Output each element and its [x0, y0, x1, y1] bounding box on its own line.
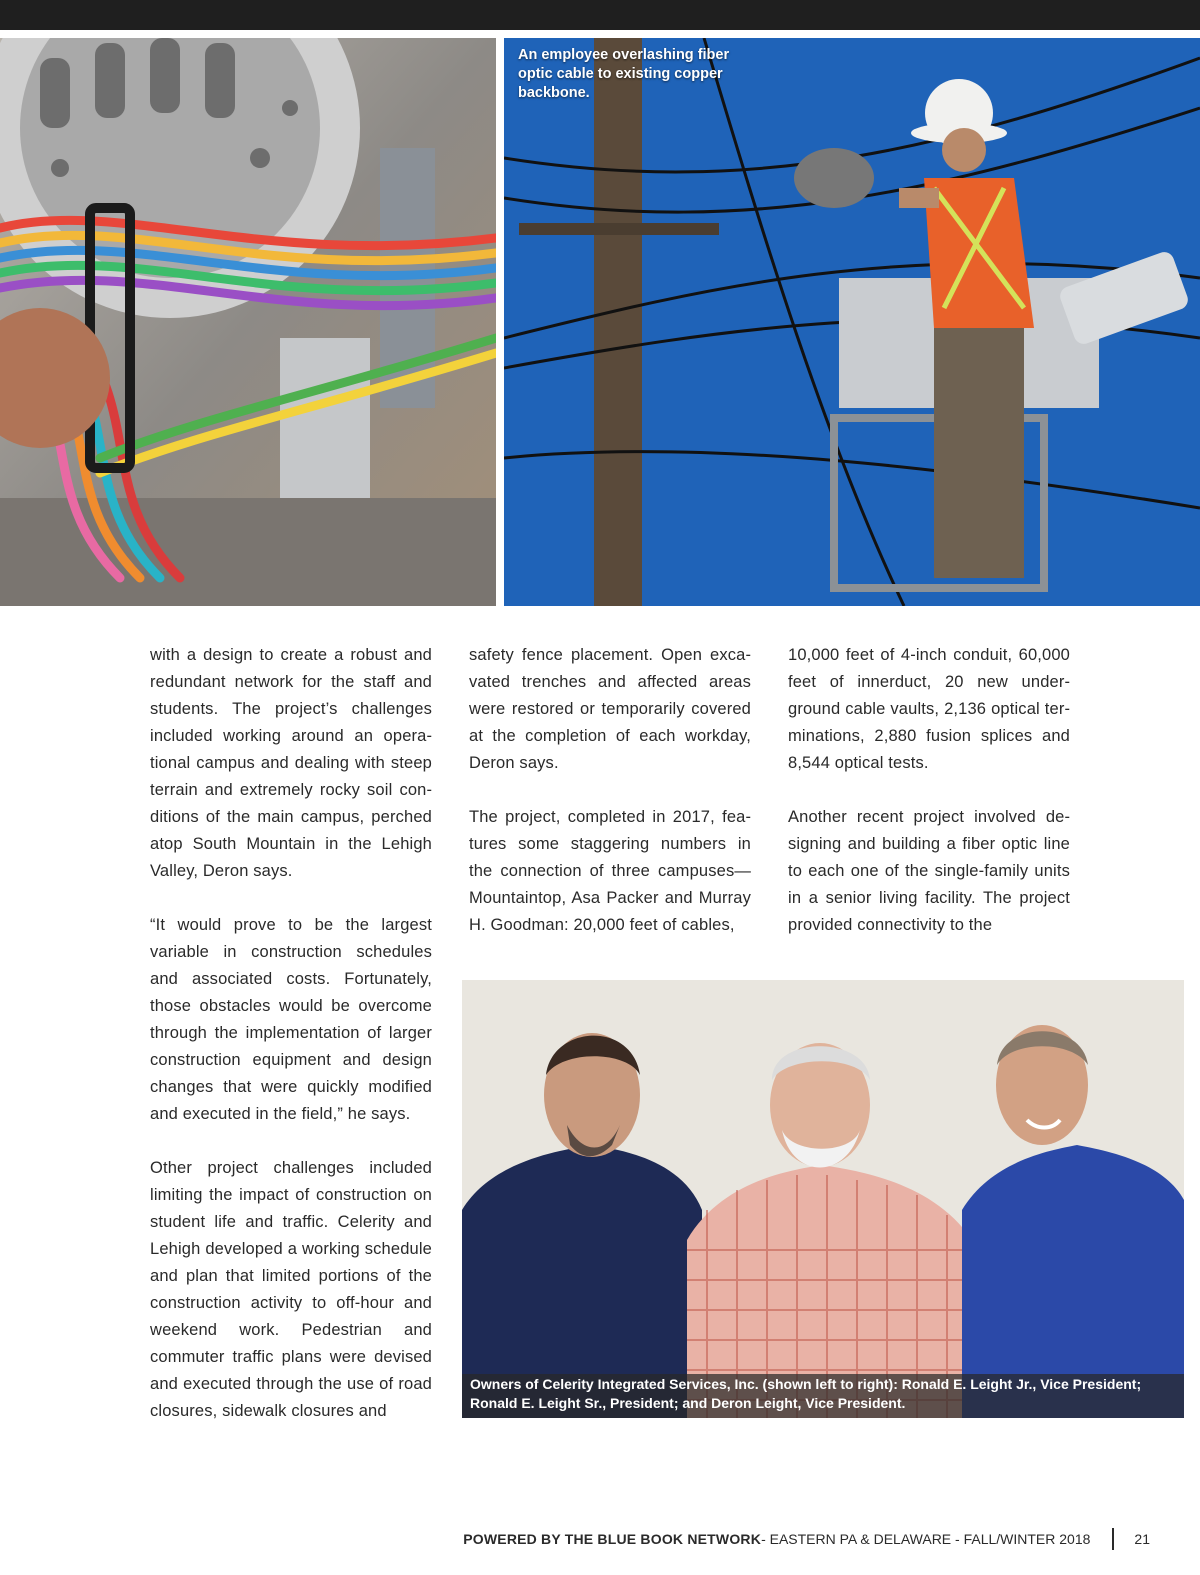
- owners-photo-caption: Owners of Celerity Integrated Services, Inc. (shown left to right): Ronald E. Leight Jr., Vice President; Ronald E. Leight Sr., President; and Deron Leight, Vice President.: [470, 1376, 1142, 1411]
- paragraph: The project, completed in 2017, features some staggering numbers in the connection of three campuses—Mountaintop, Asa Packer and Murray H. Goodman: 20,000 feet of cables,: [469, 808, 751, 934]
- article-column-3: [788, 642, 1070, 966]
- paragraph: Other project challenges included limiting the impact of construction on student life and traffic. Celerity and Lehigh developed a working schedule and plan that limited portions of the construction activity to off-hour and weekend work. Pedestrian and commuter traffic plans were devised and executed through the use of road closures, sidewalk closures and: [150, 1159, 432, 1420]
- paragraph: safety fence placement. Open excavated trenches and affected areas were restored or temporarily covered at the completion of each workday, Deron says.: [469, 646, 751, 772]
- paragraph: Another recent project involved designing and building a fiber optic line to each one of the single-family units in a senior living facility. The project provided connectivity to the: [788, 808, 1070, 934]
- paragraph: “It would prove to be the largest variable in construction schedules and associated costs. Fortunately, those obstacles would be overcome through the implementation of larger construction equipment and design changes that were quickly modified and executed in the field,” he says.: [150, 916, 432, 1123]
- lineman-photo: [504, 38, 1200, 606]
- footer-divider: [1112, 1528, 1114, 1550]
- footer-edition: - EASTERN PA & DELAWARE - FALL/WINTER 2018: [761, 1531, 1091, 1547]
- page-number: 21: [1134, 1531, 1150, 1547]
- article-column-2: [469, 642, 751, 966]
- paragraph: with a design to create a robust and redundant network for the staff and students. The project’s challenges included working around an operational campus and dealing with steep terrain and extremely rocky soil conditions of the main campus, perched atop South Mountain in the Lehigh Valley, Deron says.: [150, 646, 432, 880]
- footer-brand: POWERED BY THE BLUE BOOK NETWORK: [463, 1531, 762, 1547]
- top-bar: [0, 0, 1200, 30]
- page-footer: [463, 1528, 1150, 1550]
- paragraph: 10,000 feet of 4-inch conduit, 60,000 feet of innerduct, 20 new underground cable vaults, 2,136 optical terminations, 2,880 fusion splices and 8,544 optical tests.: [788, 646, 1070, 772]
- cable-bundles-photo: [0, 38, 496, 606]
- owners-photo: [462, 980, 1184, 1418]
- article-column-1: [150, 642, 432, 1452]
- lineman-photo-caption: An employee overlashing fiber optic cable to existing copper backbone.: [518, 47, 730, 101]
